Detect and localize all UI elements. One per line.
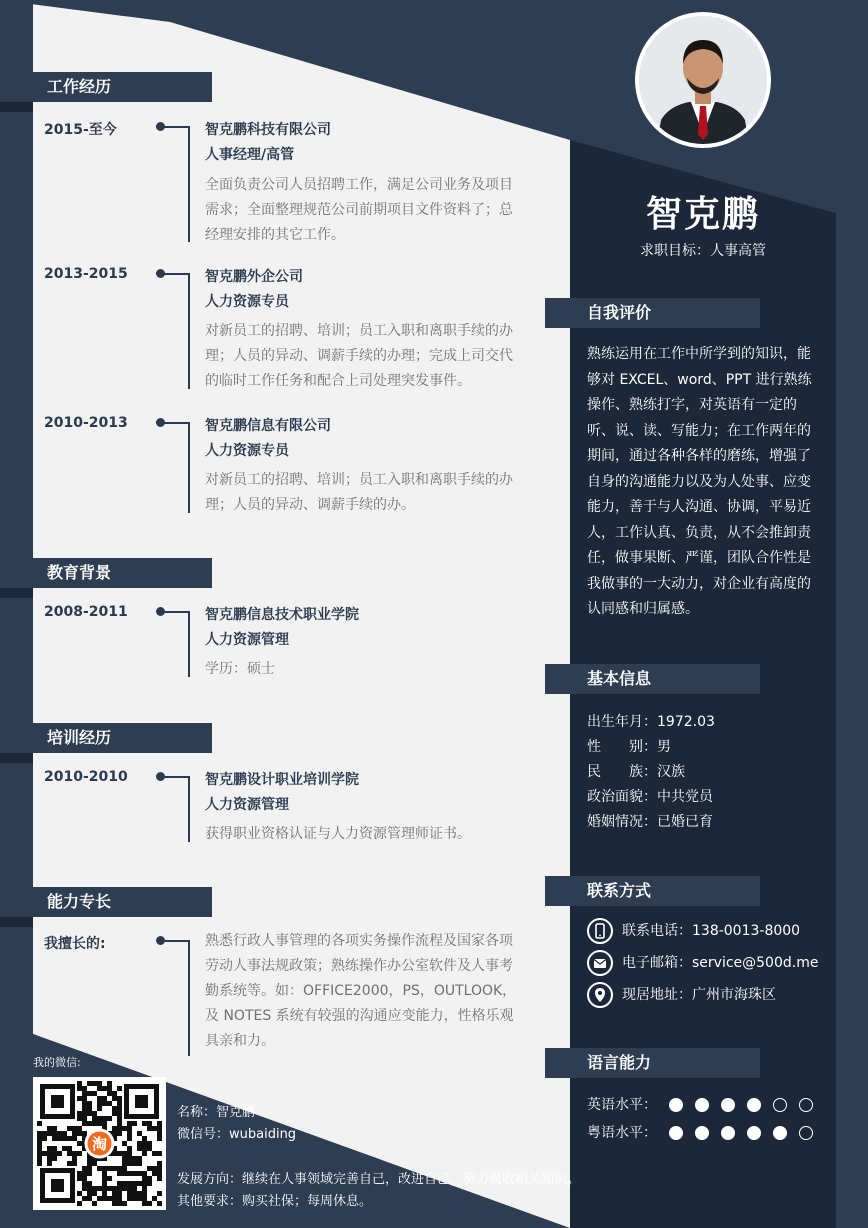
level-dot-empty [773, 1098, 787, 1112]
profile-photo [635, 12, 771, 148]
timeline-line [188, 940, 190, 1056]
entry-organization: 智克鹏信息有限公司 [205, 418, 331, 434]
contact-text: 现居地址：广州市海珠区 [622, 987, 776, 1003]
email-icon [587, 950, 613, 976]
entry-date: 2015-至今 [44, 122, 117, 138]
language-label: 英语水平： [587, 1097, 657, 1113]
info-row-marital [587, 811, 713, 831]
language-row-english [587, 1095, 657, 1115]
entry-description: 全面负责公司人员招聘工作，满足公司业务及项目需求；全面整理规范公司前期项目文件资料了；总经理安排的其它工作。 [205, 177, 513, 243]
timeline-bracket [160, 422, 190, 424]
info-value: 中共党员 [657, 789, 713, 805]
info-value: 1972.03 [657, 714, 715, 730]
entry-description: 获得职业资格认证与人力资源管理师证书。 [205, 826, 471, 842]
timeline-bracket [160, 776, 190, 778]
level-dot-empty [799, 1126, 813, 1140]
entry-date: 2010-2013 [44, 415, 128, 431]
entry-date: 2010-2010 [44, 769, 128, 785]
language-level-dots [669, 1126, 825, 1146]
skills-section-header: 能力专长 [0, 887, 212, 917]
level-dot-filled [747, 1126, 761, 1140]
language-row-cantonese [587, 1123, 657, 1143]
timeline-line [188, 776, 190, 842]
timeline-bracket [160, 126, 190, 128]
timeline-bracket [160, 611, 190, 613]
entry-date: 2008-2011 [44, 604, 128, 620]
level-dot-filled [695, 1126, 709, 1140]
entry-date: 2013-2015 [44, 266, 128, 282]
contact-text: 电子邮箱：service@500d.me [622, 955, 819, 971]
level-dot-filled [747, 1098, 761, 1112]
level-dot-filled [695, 1098, 709, 1112]
career-direction: 发展方向：继续在人事领域完善自己，改进自己，努力吸收相关知识。 [177, 1172, 581, 1187]
timeline-bracket [160, 273, 190, 275]
skills-label: 我擅长的: [44, 936, 106, 952]
timeline-line [188, 126, 190, 242]
contact-header: 联系方式 [545, 876, 760, 906]
info-row-ethnicity [587, 761, 685, 781]
info-key: 民 族： [587, 764, 657, 780]
level-dot-filled [669, 1098, 683, 1112]
phone-icon [587, 918, 613, 944]
entry-organization: 智克鹏科技有限公司 [205, 122, 331, 138]
info-key: 性 别： [587, 739, 657, 755]
qr-code-image [33, 1077, 166, 1210]
timeline-line [188, 611, 190, 677]
level-dot-filled [669, 1126, 683, 1140]
entry-organization: 智克鹏信息技术职业学院 [205, 607, 359, 623]
entry-role: 人力资源管理 [205, 632, 289, 648]
avatar [639, 16, 767, 144]
entry-description: 学历：硕士 [205, 661, 275, 677]
contact-text: 联系电话：138-0013-8000 [622, 923, 801, 939]
info-row-politics [587, 786, 713, 806]
entry-role: 人事经理/高管 [205, 147, 295, 163]
info-key: 婚姻情况： [587, 814, 657, 830]
language-label: 粤语水平： [587, 1125, 657, 1141]
training-section-header: 培训经历 [0, 723, 212, 753]
wechat-label: 我的微信: [33, 1056, 81, 1069]
level-dot-filled [773, 1126, 787, 1140]
info-row-birth [587, 711, 715, 731]
qr-badge: 淘 [91, 1135, 108, 1153]
wechat-qr-code [33, 1077, 166, 1210]
wechat-name: 名称：智克鹏 [177, 1105, 256, 1120]
level-dot-empty [799, 1098, 813, 1112]
language-level-dots [669, 1098, 825, 1118]
timeline-line [188, 422, 190, 513]
info-value: 男 [657, 739, 671, 755]
basic-info-header: 基本信息 [545, 664, 760, 694]
entry-role: 人力资源管理 [205, 797, 289, 813]
entry-role: 人力资源专员 [205, 294, 289, 310]
info-row-gender [587, 736, 671, 756]
timeline-line [188, 273, 190, 389]
entry-role: 人力资源专员 [205, 443, 289, 459]
entry-organization: 智克鹏设计职业培训学院 [205, 772, 359, 788]
job-objective: 求职目标：人事高管 [640, 243, 766, 259]
work-section-header: 工作经历 [0, 72, 212, 102]
candidate-name: 智克鹏 [645, 194, 760, 235]
entry-description: 对新员工的招聘、培训；员工入职和离职手续的办理；人员的异动、调薪手续的办理；完成上司交代的临时工作任务和配合上司处理突发事件。 [205, 323, 513, 389]
info-key: 政治面貌： [587, 789, 657, 805]
skills-description: 熟悉行政人事管理的各项实务操作流程及国家各项劳动人事法规政策；熟练操作办公室软件及人事考勤系统等。如：OFFICE2000，PS，OUTLOOK，及 NOTES 系统有较强的沟通应变能力，性格乐观具亲和力。 [205, 933, 517, 1049]
level-dot-filled [721, 1098, 735, 1112]
education-section-header: 教育背景 [0, 558, 212, 588]
entry-description: 对新员工的招聘、培训；员工入职和离职手续的办理；人员的异动、调薪手续的办。 [205, 472, 513, 513]
language-header: 语言能力 [545, 1048, 760, 1078]
entry-organization: 智克鹏外企公司 [205, 269, 303, 285]
timeline-bracket [160, 940, 190, 942]
self-eval-header: 自我评价 [545, 298, 760, 328]
level-dot-filled [721, 1126, 735, 1140]
info-value: 汉族 [657, 764, 685, 780]
location-icon [587, 982, 613, 1008]
info-key: 出生年月： [587, 714, 657, 730]
other-requirements: 其他要求：购买社保；每周休息。 [177, 1194, 373, 1209]
info-value: 已婚已育 [657, 814, 713, 830]
wechat-id: 微信号：wubaiding [177, 1127, 297, 1142]
self-eval-text: 熟练运用在工作中所学到的知识，能够对 EXCEL、word、PPT 进行熟练操作、熟练打字，对英语有一定的听、说、读、写能力；在工作两年的期间，通过各种各样的磨练，增强了自身的沟通能力以及为人处事、应变能力，善于与人沟通、协调，平易近人，工作认真、负责，从不会推卸责任，做事果断、严谨，团队合作性是我做事的一大动力，对企业有高度的认同感和归属感。 [587, 346, 812, 617]
